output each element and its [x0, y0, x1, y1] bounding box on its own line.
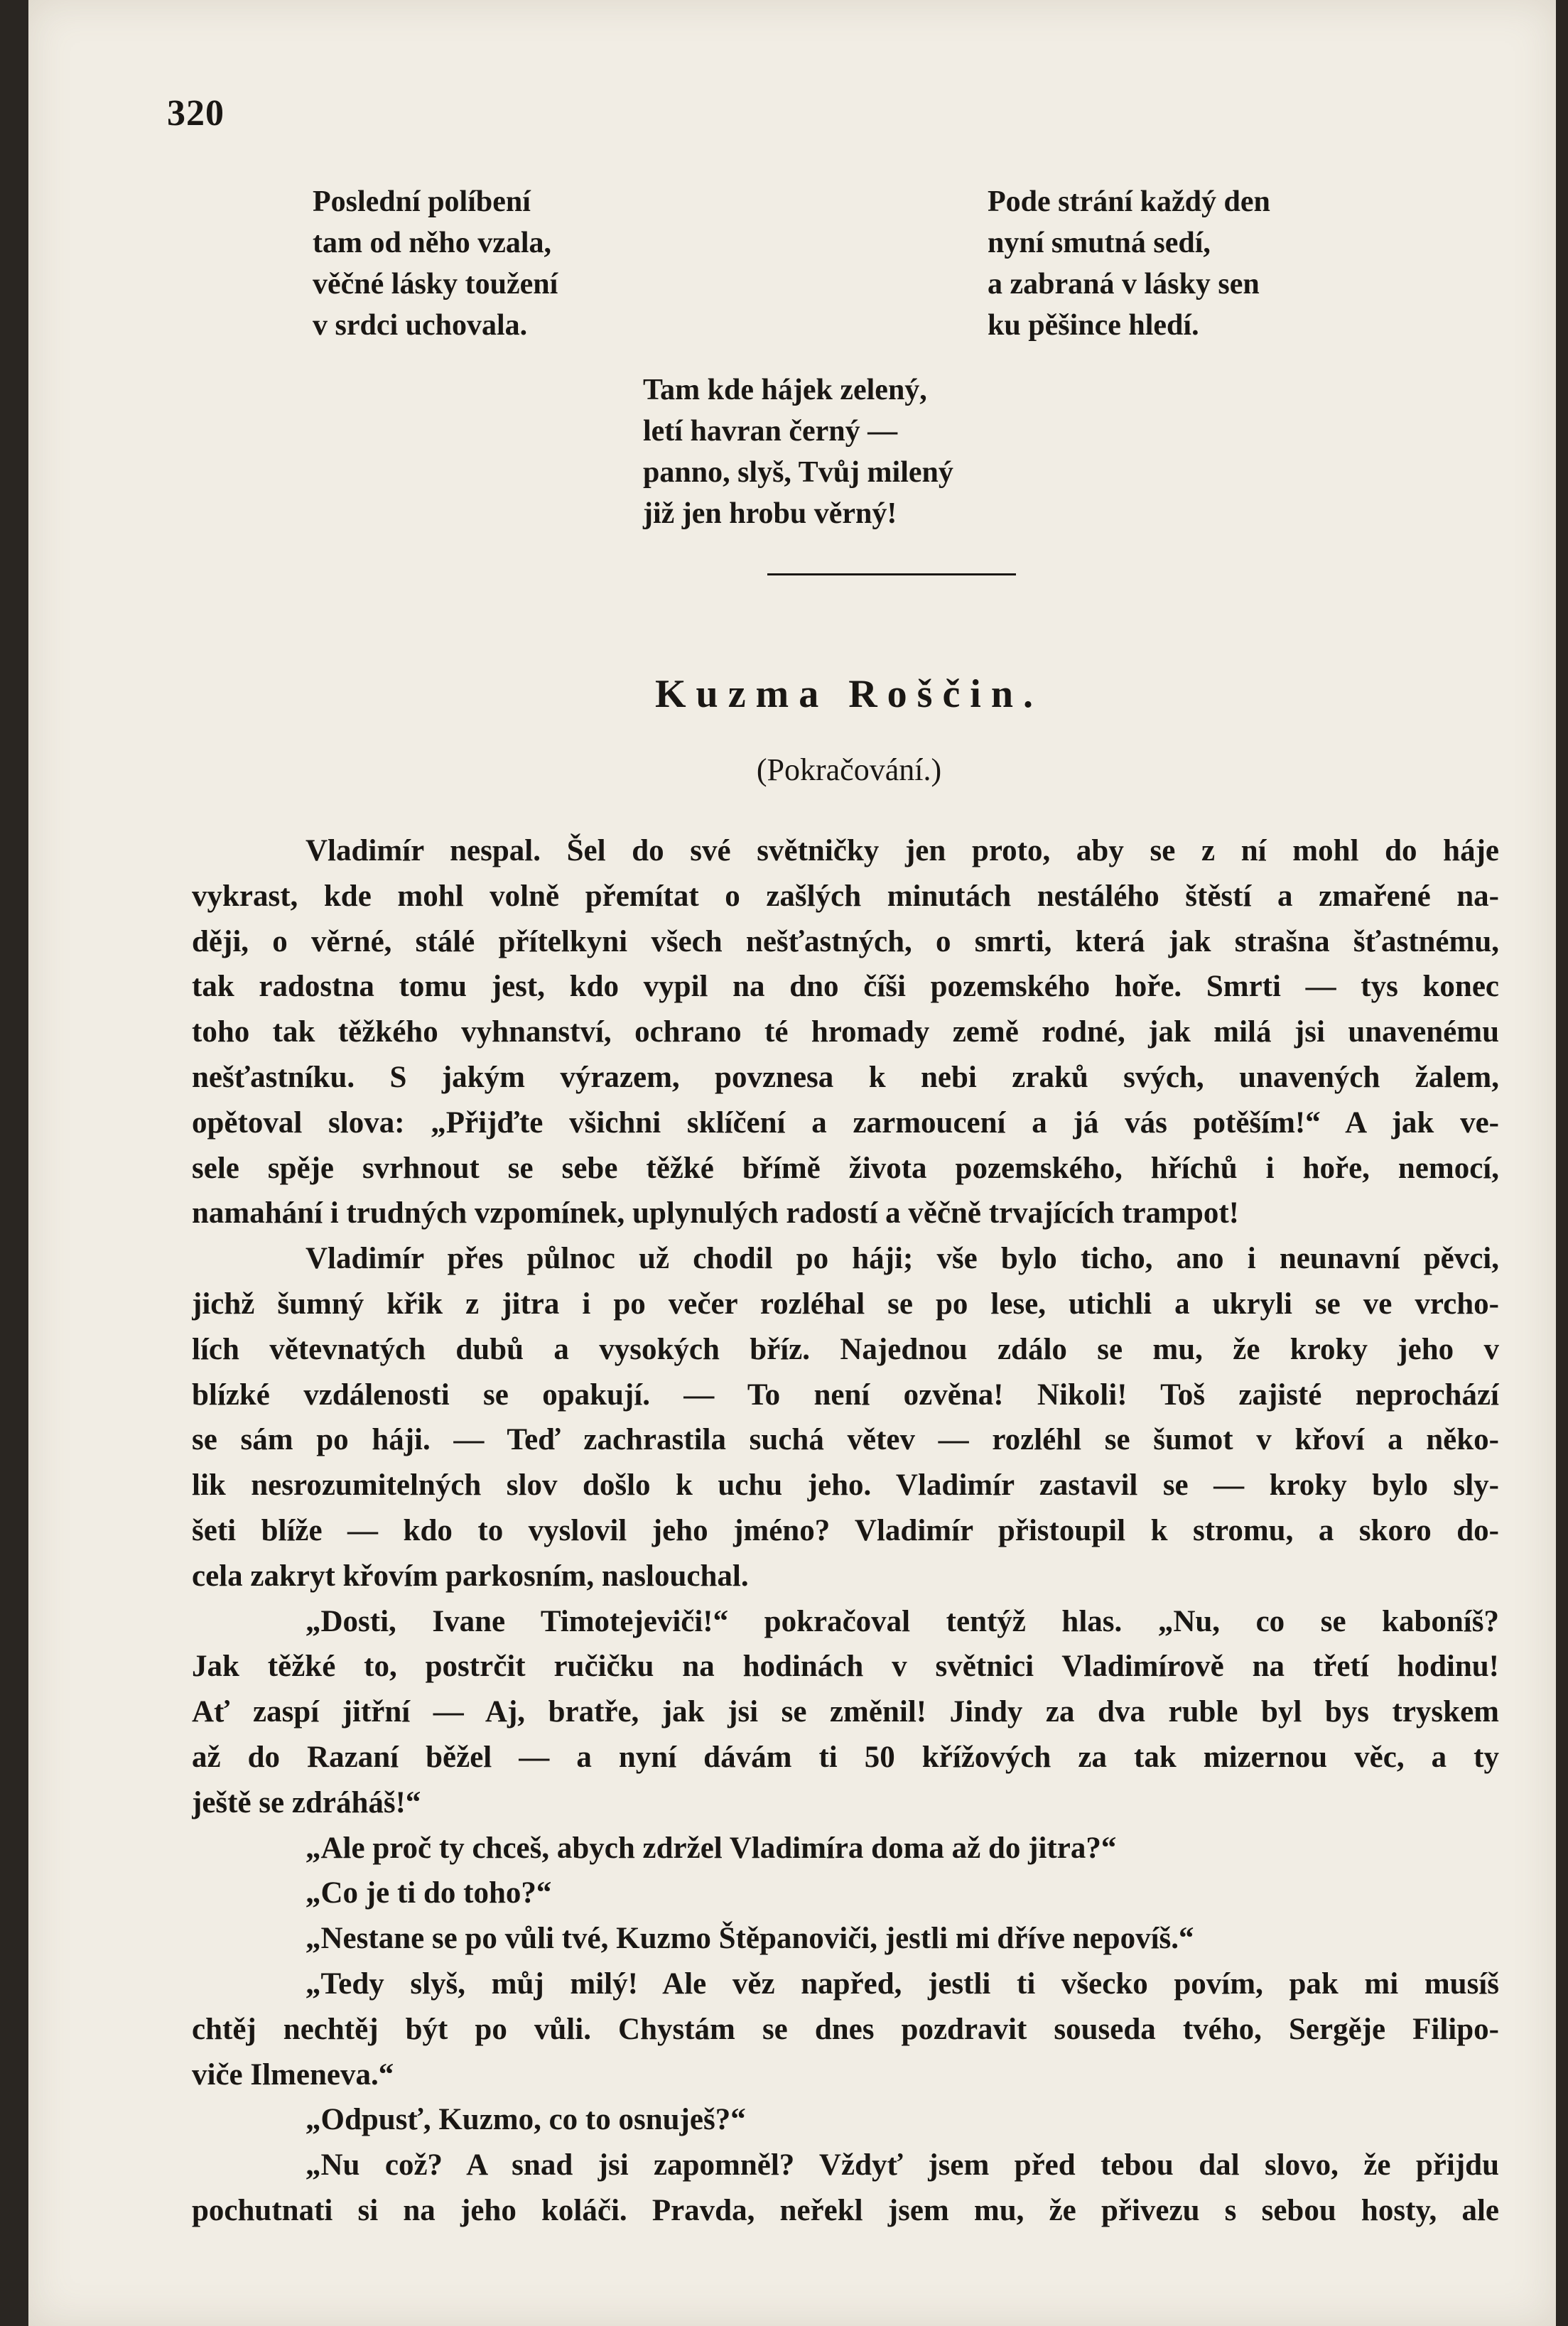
poem-line: Tam kde hájek zelený, — [643, 374, 927, 406]
poem-stanza-right — [988, 181, 1270, 346]
text-line: vykrast, kde mohl volně přemítat o zašlých minutách nestálého štěstí a zmařené na- — [192, 879, 1499, 913]
text-line: sele spěje svrhnout se sebe těžké břímě života pozemského, hříchů i hoře, nemocí, — [192, 1151, 1499, 1185]
text-line: ještě se zdráháš!“ — [192, 1785, 421, 1819]
text-line: až do Razaní běžel — a nyní dávám ti 50 křížových za tak mizernou věc, a ty — [192, 1740, 1499, 1774]
text-line: „Odpusť, Kuzmo, co to osnuješ?“ — [306, 2103, 746, 2137]
poem-line: panno, slyš, Tvůj milený — [643, 456, 953, 489]
text-line: „Nestane se po vůli tvé, Kuzmo Štěpanoviči, jestli mi dříve nepovíš.“ — [306, 1922, 1194, 1956]
poem-stanza-left — [313, 181, 558, 346]
text-line: „Dosti, Ivane Timotejeviči!“ pokračoval tentýž hlas. „Nu, co se kaboníš? — [306, 1604, 1499, 1638]
poem-line: nyní smutná sedí, — [988, 227, 1211, 259]
text-line: nešťastníku. S jakým výrazem, povznesa k nebi zraků svých, unavených žalem, — [192, 1060, 1499, 1094]
poem-line: věčné lásky toužení — [313, 268, 558, 301]
text-line: namahání i trudných vzpomínek, uplynulých radostí a věčně trvajících trampot! — [192, 1196, 1239, 1230]
text-line: se sám po háji. — Teď zachrastila suchá větev — rozléhl se šumot v křoví a něko- — [192, 1423, 1499, 1457]
poem-line: Pode strání každý den — [988, 185, 1270, 218]
text-line: „Co je ti do toho?“ — [306, 1876, 552, 1910]
poem-line: a zabraná v lásky sen — [988, 268, 1260, 301]
text-line: toho tak těžkého vyhnanství, ochrano té hromady země rodné, jak milá jsi unavenému — [192, 1015, 1499, 1049]
document-page — [28, 0, 1556, 2326]
poem-line: v srdci uchovala. — [313, 309, 528, 342]
text-line: „Ale proč ty chceš, abych zdržel Vladimíra doma až do jitra?“ — [306, 1831, 1117, 1865]
text-line: lích větevnatých dubů a vysokých bříz. Najednou zdálo se mu, že kroky jeho v — [192, 1332, 1499, 1366]
text-line: „Tedy slyš, můj milý! Ale věz napřed, jestli ti všecko povím, pak mi musíš — [306, 1967, 1499, 2001]
article-subtitle: (Pokračování.) — [756, 752, 942, 787]
text-line: pochutnati si na jeho koláči. Pravda, neřekl jsem mu, že přivezu s sebou hosty, ale — [192, 2193, 1499, 2227]
poem-line: ku pěšince hledí. — [988, 309, 1199, 342]
poem-stanza-center — [643, 369, 953, 534]
text-line: ději, o věrné, stálé přítelkyni všech nešťastných, o smrti, která jak strašna šťastnému, — [192, 924, 1499, 958]
text-line: jichž šumný křik z jitra i po večer rozléhal se po lese, utichli a ukryli se ve vrcho- — [192, 1287, 1499, 1321]
text-line: Jak těžké to, postrčit ručičku na hodinách v světnici Vladimírově na třetí hodinu! — [192, 1650, 1499, 1684]
text-line: Ať zaspí jitřní — Aj, bratře, jak jsi se změnil! Jindy za dva ruble byl bys tryskem — [192, 1695, 1499, 1729]
text-line: tak radostna tomu jest, kdo vypil na dno číši pozemského hoře. Smrti — tys konec — [192, 970, 1499, 1004]
section-divider — [767, 573, 1016, 575]
text-line: blízké vzdálenosti se opakují. — To není ozvěna! Nikoli! Toš zajisté neprochází — [192, 1378, 1499, 1412]
poem-line: již jen hrobu věrný! — [643, 497, 897, 530]
text-line: „Nu což? A snad jsi zapomněl? Vždyť jsem před tebou dal slovo, že přijdu — [306, 2148, 1499, 2182]
text-line: viče Ilmeneva.“ — [192, 2057, 394, 2092]
text-line: Vladimír nespal. Šel do své světničky jen proto, aby se z ní mohl do háje — [306, 834, 1499, 867]
body-text — [192, 828, 1499, 2234]
text-line: Vladimír přes půlnoc už chodil po háji; vše bylo ticho, ano i neunavní pěvci, — [306, 1242, 1499, 1276]
poem-line: tam od něho vzala, — [313, 227, 551, 259]
text-line: chtěj nechtěj být po vůli. Chystám se dnes pozdravit souseda tvého, Sergěje Filipo- — [192, 2012, 1499, 2046]
poem-line: Poslední políbení — [313, 185, 531, 218]
text-line: cela zakryt křovím parkosním, naslouchal. — [192, 1559, 749, 1593]
poem-line: letí havran černý — — [643, 415, 898, 448]
article-title: Kuzma Roščin. — [655, 672, 1043, 716]
text-line: lik nesrozumitelných slov došlo k uchu jeho. Vladimír zastavil se — kroky bylo sly- — [192, 1468, 1499, 1503]
text-line: opětoval slova: „Přijďte všichni sklíčení a zarmoucení a já vás potěším!“ A jak ve- — [192, 1105, 1499, 1140]
text-line: šeti blíže — kdo to vyslovil jeho jméno? Vladimír přistoupil k stromu, a skoro do- — [192, 1513, 1499, 1547]
page-number: 320 — [167, 93, 225, 134]
